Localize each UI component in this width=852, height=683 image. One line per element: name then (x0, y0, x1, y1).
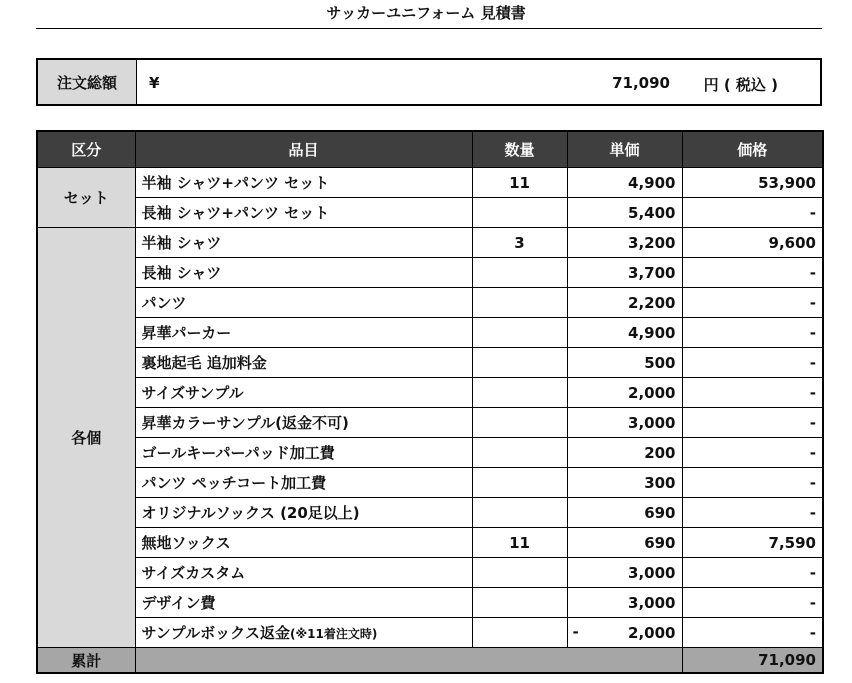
item-cell (135, 198, 472, 228)
item-name: 無地ソックス (141, 534, 231, 552)
unit-price-cell (567, 198, 682, 228)
item-cell (135, 468, 472, 498)
unit-price-cell (567, 498, 682, 528)
price-cell: - (682, 288, 823, 318)
price-cell: - (682, 468, 823, 498)
qty-cell (472, 618, 567, 648)
item-cell (135, 588, 472, 618)
item-cell (135, 498, 472, 528)
price-cell: 9,600 (682, 228, 823, 258)
total-row (37, 648, 823, 674)
unit-price-value: 2,000 (628, 383, 676, 402)
item-name: パンツ ペッチコート加工費 (141, 474, 327, 492)
price-cell: - (682, 408, 823, 438)
qty-cell (472, 498, 567, 528)
price-cell: - (682, 588, 823, 618)
price-cell: - (682, 498, 823, 528)
table-row (37, 258, 823, 288)
item-cell (135, 348, 472, 378)
unit-price-value: 4,900 (628, 173, 676, 192)
unit-price-cell (567, 468, 682, 498)
table-row (37, 288, 823, 318)
unit-price-cell (567, 378, 682, 408)
table-row (37, 168, 823, 198)
qty-cell (472, 258, 567, 288)
item-cell (135, 378, 472, 408)
unit-price-value: 3,000 (628, 413, 676, 432)
unit-price-value: 3,000 (628, 593, 676, 612)
item-name: 半袖 シャツ (141, 234, 222, 252)
item-cell (135, 228, 472, 258)
qty-cell: 3 (472, 228, 567, 258)
item-cell (135, 438, 472, 468)
order-total-unit: 円 ( 税込 ) (703, 76, 778, 94)
unit-price-cell (567, 618, 682, 648)
item-name: パンツ (141, 294, 187, 312)
category-cell: セット (37, 168, 135, 228)
item-name: 半袖 シャツ+パンツ セット (141, 174, 330, 192)
title-divider (36, 28, 822, 29)
item-name: 裏地起毛 追加料金 (141, 354, 267, 372)
qty-cell (472, 438, 567, 468)
qty-cell (472, 468, 567, 498)
header-unit-price: 単価 (567, 131, 682, 168)
item-cell (135, 528, 472, 558)
table-row (37, 588, 823, 618)
qty-cell (472, 348, 567, 378)
page-title: サッカーユニフォーム 見積書 (326, 4, 526, 22)
unit-price-value: 300 (644, 473, 676, 492)
qty-cell (472, 588, 567, 618)
unit-price-cell (567, 408, 682, 438)
item-name: 長袖 シャツ (141, 264, 222, 282)
price-cell: - (682, 258, 823, 288)
total-spacer (135, 648, 682, 674)
table-row (37, 318, 823, 348)
price-cell: - (682, 438, 823, 468)
estimate-table (36, 130, 824, 674)
price-cell: - (682, 378, 823, 408)
table-row (37, 528, 823, 558)
item-cell (135, 558, 472, 588)
item-cell (135, 618, 472, 648)
unit-price-cell (567, 258, 682, 288)
unit-price-cell (567, 288, 682, 318)
order-total-value (137, 60, 820, 104)
unit-price-value: 5,400 (628, 203, 676, 222)
category-cell: 各個 (37, 228, 135, 648)
item-cell (135, 318, 472, 348)
item-name: ゴールキーパーパッド加工費 (141, 444, 335, 462)
item-note: (※11着注文時) (290, 627, 378, 641)
qty-cell: 11 (472, 528, 567, 558)
header-item: 品目 (135, 131, 472, 168)
currency-symbol: ¥ (149, 74, 160, 92)
order-total-amount: 71,090 (612, 74, 670, 92)
item-name: サイズカスタム (141, 564, 246, 582)
price-cell: - (682, 318, 823, 348)
price-cell: - (682, 618, 823, 648)
price-cell: - (682, 348, 823, 378)
total-price: 71,090 (682, 648, 823, 674)
unit-price-value: 4,900 (628, 323, 676, 342)
item-name: 昇華パーカー (141, 324, 232, 342)
unit-price-value: 690 (644, 533, 676, 552)
unit-price-cell (567, 348, 682, 378)
qty-cell (472, 378, 567, 408)
qty-cell: 11 (472, 168, 567, 198)
unit-price-cell (567, 528, 682, 558)
qty-cell (472, 318, 567, 348)
qty-cell (472, 408, 567, 438)
item-name: サンプルボックス返金 (141, 624, 291, 642)
unit-price-cell (567, 168, 682, 198)
unit-price-value: 690 (644, 503, 676, 522)
item-name: サイズサンプル (141, 384, 244, 402)
order-total-label: 注文総額 (38, 60, 137, 104)
unit-price-cell (567, 228, 682, 258)
table-row (37, 618, 823, 648)
qty-cell (472, 288, 567, 318)
qty-cell (472, 558, 567, 588)
header-qty: 数量 (472, 131, 567, 168)
unit-price-cell (567, 588, 682, 618)
table-row (37, 438, 823, 468)
item-name: 昇華カラーサンプル(返金不可) (141, 414, 349, 432)
table-row (37, 408, 823, 438)
unit-price-cell (567, 438, 682, 468)
table-row (37, 198, 823, 228)
negative-sign: - (572, 623, 579, 641)
table-row (37, 558, 823, 588)
price-cell: 7,590 (682, 528, 823, 558)
unit-price-value: 2,200 (628, 293, 676, 312)
table-header-row (37, 131, 823, 168)
item-cell (135, 258, 472, 288)
item-cell (135, 408, 472, 438)
total-label: 累計 (37, 648, 135, 674)
item-cell (135, 288, 472, 318)
unit-price-cell (567, 318, 682, 348)
unit-price-value: 3,000 (628, 563, 676, 582)
unit-price-cell (567, 558, 682, 588)
item-name: 長袖 シャツ+パンツ セット (141, 204, 330, 222)
table-row (37, 378, 823, 408)
unit-price-value: 2,000 (628, 623, 676, 642)
table-row (37, 498, 823, 528)
item-name: オリジナルソックス (20足以上) (141, 504, 360, 522)
price-cell: 53,900 (682, 168, 823, 198)
table-row (37, 228, 823, 258)
price-cell: - (682, 198, 823, 228)
unit-price-value: 3,700 (628, 263, 676, 282)
header-price: 価格 (682, 131, 823, 168)
qty-cell (472, 198, 567, 228)
price-cell: - (682, 558, 823, 588)
unit-price-value: 3,200 (628, 233, 676, 252)
table-row (37, 348, 823, 378)
item-cell (135, 168, 472, 198)
unit-price-value: 200 (644, 443, 676, 462)
header-category: 区分 (37, 131, 135, 168)
order-total-box (36, 58, 822, 106)
unit-price-value: 500 (644, 353, 676, 372)
item-name: デザイン費 (141, 594, 216, 612)
table-row (37, 468, 823, 498)
